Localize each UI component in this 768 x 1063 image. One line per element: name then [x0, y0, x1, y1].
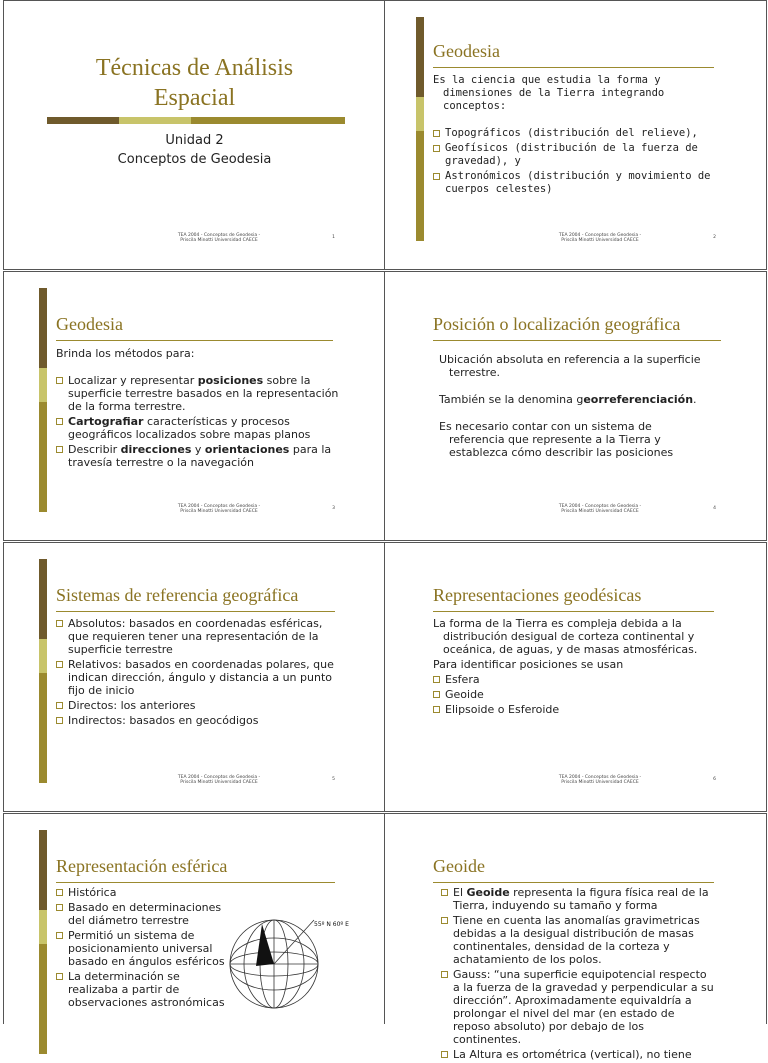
slide-4	[384, 271, 767, 541]
bullet-icon	[441, 971, 448, 978]
bullet-icon	[56, 446, 63, 453]
list-item: Permitió un sistema de posicionamiento universal basado en ángulos esféricos	[56, 929, 225, 968]
slide-body	[433, 74, 724, 198]
list-item: La Altura es ortométrica (vertical), no tiene	[441, 1048, 714, 1061]
slide-body	[441, 886, 714, 1063]
list-item: Astronómicos (distribución y movimiento de cuerpos celestes)	[433, 170, 724, 196]
slide-footer	[134, 775, 304, 785]
slide-title: Sistemas de referencia geográfica	[56, 585, 335, 612]
slide-title: Geodesia	[433, 41, 714, 68]
list-item: Indirectos: basados en geocódigos	[56, 714, 335, 727]
footer-line-1: TEA 2004 - Conceptos de Geodesia -	[558, 504, 642, 509]
list-item: Directos: los anteriores	[56, 699, 335, 712]
slide-footer	[515, 775, 685, 785]
slide-body	[433, 617, 706, 718]
footer-line-2: Priscila Minotti Universidad CAECE	[561, 238, 639, 243]
list-item: Topográficos (distribución del relieve),	[433, 127, 724, 140]
list-item: Absolutos: basados en coordenadas esféricas, que requieren tener una representación de la superficie terrestre	[56, 617, 335, 656]
list-item: La determinación se realizaba a partir de observaciones astronómicas	[56, 970, 225, 1009]
list-item: Cartografiar características y procesos geográficos localizados sobre mapas planos	[56, 415, 343, 441]
bullet-icon	[433, 145, 440, 152]
bullet-icon	[56, 932, 63, 939]
footer-line-2: Priscila Minotti Universidad CAECE	[561, 509, 639, 514]
footer-line-2: Priscila Minotti Universidad CAECE	[180, 238, 258, 243]
slide-8	[384, 813, 767, 1061]
slide-5	[3, 542, 386, 812]
page-number: 6	[713, 777, 716, 782]
slide-title: Representación esférica	[56, 856, 335, 883]
bullet-icon	[56, 661, 63, 668]
slide-title: Posición o localización geográfica	[433, 314, 721, 341]
decorative-bars	[47, 117, 345, 124]
title-line-2: Espacial	[153, 85, 236, 111]
list-item: Basado en determinaciones del diámetro terrestre	[56, 901, 225, 927]
paragraph: También se la denomina georreferenciación.	[439, 393, 697, 406]
list-item: Elipsoide o Esferoide	[433, 703, 706, 716]
bullet-icon	[56, 889, 63, 896]
slide-footer	[515, 233, 685, 243]
slide-body	[56, 886, 225, 1011]
paragraph: Para identificar posiciones se usan	[433, 658, 624, 671]
list-item: El Geoide representa la figura física real de la Tierra, induyendo su tamaño y forma	[441, 886, 714, 912]
slide-title: Geoide	[433, 856, 714, 883]
bullet-icon	[56, 904, 63, 911]
slide-body	[56, 617, 335, 729]
bullet-icon	[441, 889, 448, 896]
bullet-icon	[433, 173, 440, 180]
footer-line-2: Priscila Minotti Universidad CAECE	[180, 509, 258, 514]
list-item: Relativos: basados en coordenadas polares, que indican dirección, ángulo y distancia a un punto fijo de inicio	[56, 658, 335, 697]
side-bar	[416, 17, 424, 241]
slide-2	[384, 0, 767, 270]
slide-footer	[134, 504, 304, 514]
slide-body	[439, 353, 708, 466]
bullet-icon	[441, 1051, 448, 1058]
list-item: Localizar y representar posiciones sobre la superficie terrestre basados en la representación de la forma terrestre.	[56, 374, 343, 413]
paragraph: Ubicación absoluta en referencia a la superficie terrestre.	[439, 353, 701, 379]
bullet-icon	[433, 691, 440, 698]
bullet-icon	[56, 377, 63, 384]
slide-title	[4, 53, 385, 113]
globe-icon	[226, 914, 356, 1014]
bullet-icon	[441, 917, 448, 924]
bullet-icon	[433, 130, 440, 137]
page-number: 1	[332, 235, 335, 240]
footer-line-1: TEA 2004 - Conceptos de Geodesia -	[558, 775, 642, 780]
slide-footer	[134, 233, 304, 243]
paragraph: La forma de la Tierra es compleja debida a la distribución desigual de corteza continental y oceánica, de aguas, y de masas atmosféricas.	[433, 617, 698, 656]
slide-body	[56, 347, 343, 471]
unit-label: Unidad 2	[165, 133, 224, 148]
page-number: 2	[713, 235, 716, 240]
footer-line-2: Priscila Minotti Universidad CAECE	[561, 780, 639, 785]
list-item: Histórica	[56, 886, 225, 899]
footer-line-1: TEA 2004 - Conceptos de Geodesia -	[177, 775, 261, 780]
bullet-icon	[56, 717, 63, 724]
slide-title: Geodesia	[56, 314, 333, 341]
slide-footer	[515, 504, 685, 514]
list-item: Gauss: “una superficie equipotencial respecto a la fuerza de la gravedad y perpendicular a su dirección”. Aproximadamente equivaldría a prolongar el nivel del mar (en estado de reposo absoluto) por debajo de los continentes.	[441, 968, 714, 1046]
bullet-icon	[433, 676, 440, 683]
paragraph: Es necesario contar con un sistema de referencia que represente a la Tierra y establezca cómo describir las posiciones	[439, 420, 674, 459]
intro-text: Es la ciencia que estudia la forma y dimensiones de la Tierra integrando conceptos:	[433, 74, 665, 112]
title-line-1: Técnicas de Análisis	[95, 55, 294, 81]
side-bar	[39, 559, 47, 783]
footer-line-2: Priscila Minotti Universidad CAECE	[180, 780, 258, 785]
slide-1	[3, 0, 386, 270]
list-item: Geoide	[433, 688, 706, 701]
side-bar	[39, 830, 47, 1054]
globe-label: 55º N 60º E	[314, 921, 349, 928]
bullet-icon	[56, 702, 63, 709]
list-item: Tiene en cuenta las anomalías gravimetricas debidas a la desigual distribución de masas continentales, densidad de la corteza y achatamiento de los polos.	[441, 914, 714, 966]
bullet-icon	[56, 973, 63, 980]
footer-line-1: TEA 2004 - Conceptos de Geodesia -	[177, 504, 261, 509]
slide-7	[3, 813, 386, 1024]
bullet-icon	[56, 418, 63, 425]
slide-6	[384, 542, 767, 812]
page-number: 3	[332, 506, 335, 511]
page-number: 5	[332, 777, 335, 782]
footer-line-1: TEA 2004 - Conceptos de Geodesia -	[177, 233, 261, 238]
slide-subtitle: Conceptos de Geodesia	[117, 152, 272, 167]
intro-text: Brinda los métodos para:	[56, 347, 195, 360]
footer-line-1: TEA 2004 - Conceptos de Geodesia -	[558, 233, 642, 238]
list-item: Describir direcciones y orientaciones para la travesía terrestre o la navegación	[56, 443, 343, 469]
page-number: 4	[713, 506, 716, 511]
list-item: Geofísicos (distribución de la fuerza de gravedad), y	[433, 142, 724, 168]
list-item: Esfera	[433, 673, 706, 686]
slide-title: Representaciones geodésicas	[433, 585, 714, 612]
side-bar	[39, 288, 47, 512]
slide-3	[3, 271, 386, 541]
bullet-icon	[433, 706, 440, 713]
bullet-icon	[56, 620, 63, 627]
